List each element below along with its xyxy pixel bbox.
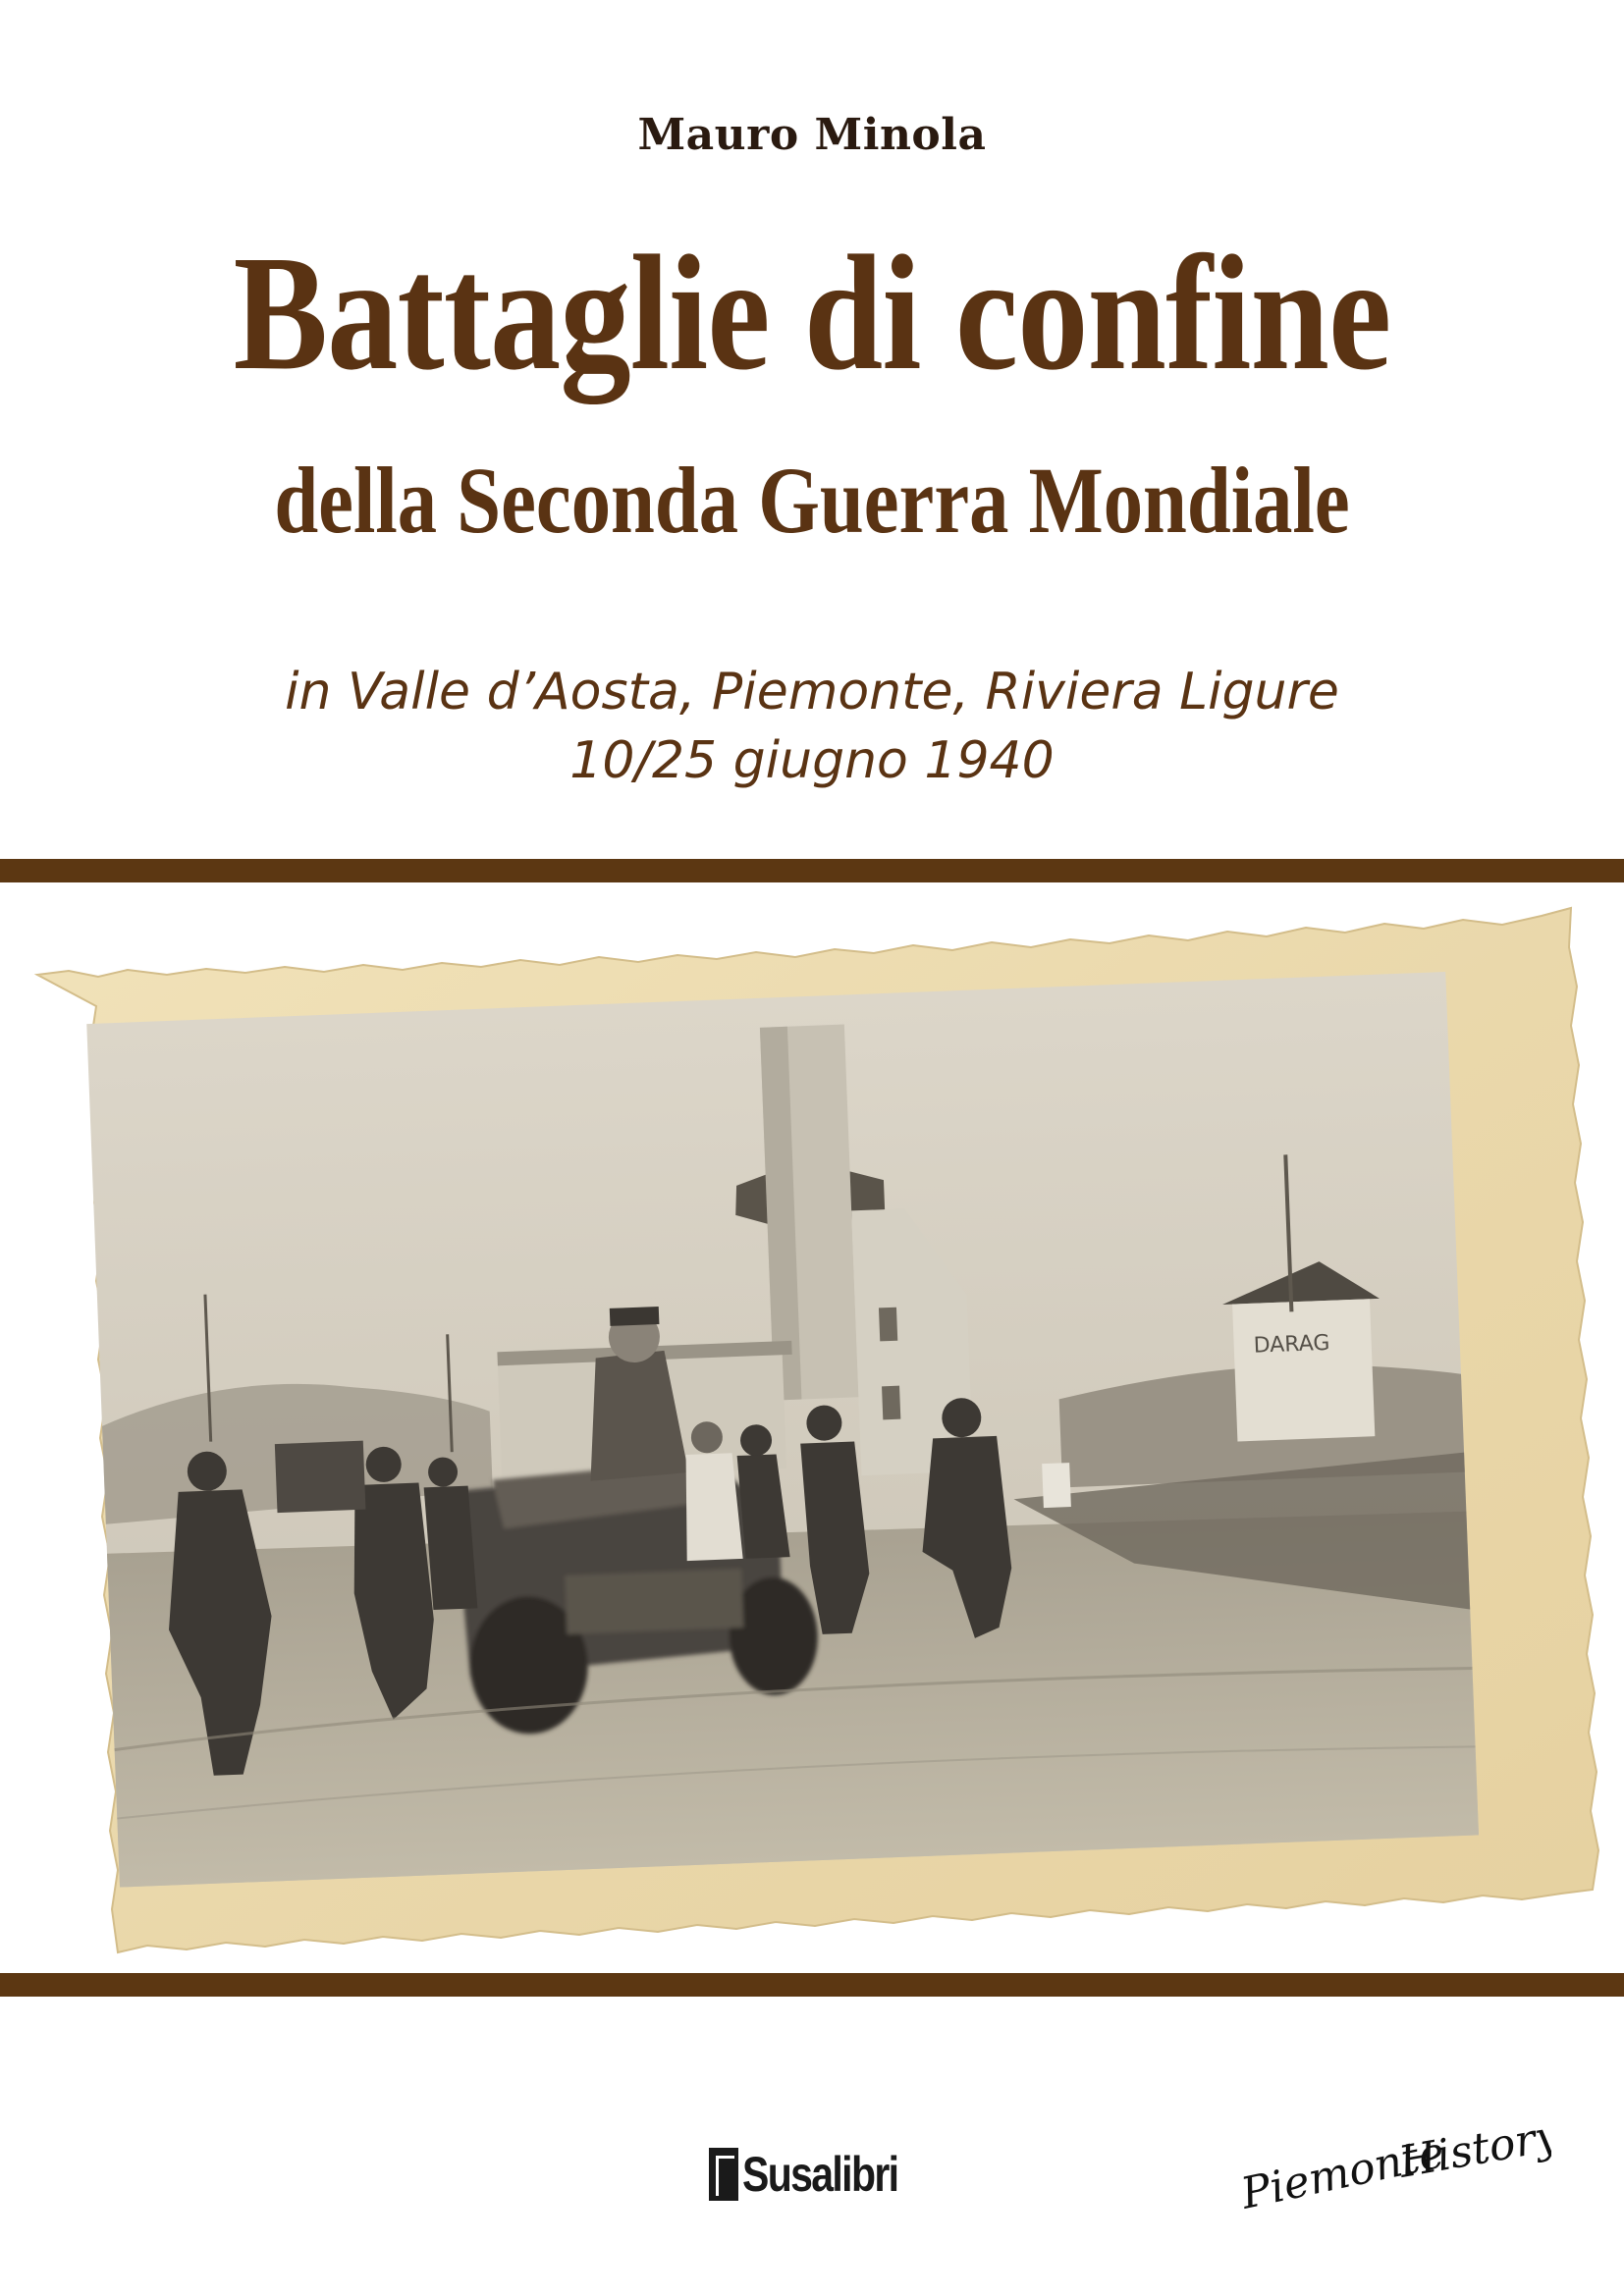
subtitle-line-2: 10/25 giugno 1940 — [569, 731, 1055, 790]
publisher-logo — [709, 2140, 932, 2209]
series-word-1: Piemonte — [1237, 2127, 1449, 2219]
subtitle-line-1: in Valle d’Aosta, Piemonte, Riviera Ligure — [285, 663, 1339, 721]
author-name: Mauro Minola — [637, 110, 987, 160]
series-logo — [1237, 2101, 1551, 2228]
top-divider-bar — [0, 859, 1624, 882]
bottom-divider-bar — [0, 1973, 1624, 1997]
publisher-name: Susalibri — [742, 2147, 898, 2202]
subtitle — [0, 658, 1624, 795]
vintage-photograph — [29, 888, 1600, 1958]
hut-sign: DARAG — [1253, 1330, 1330, 1359]
title-line-1: Battaglie di confine — [233, 222, 1391, 404]
series-word-2: History — [1395, 2109, 1551, 2188]
publisher-mark-icon — [709, 2148, 738, 2201]
title-line-2: della Seconda Guerra Mondiale — [274, 448, 1350, 553]
